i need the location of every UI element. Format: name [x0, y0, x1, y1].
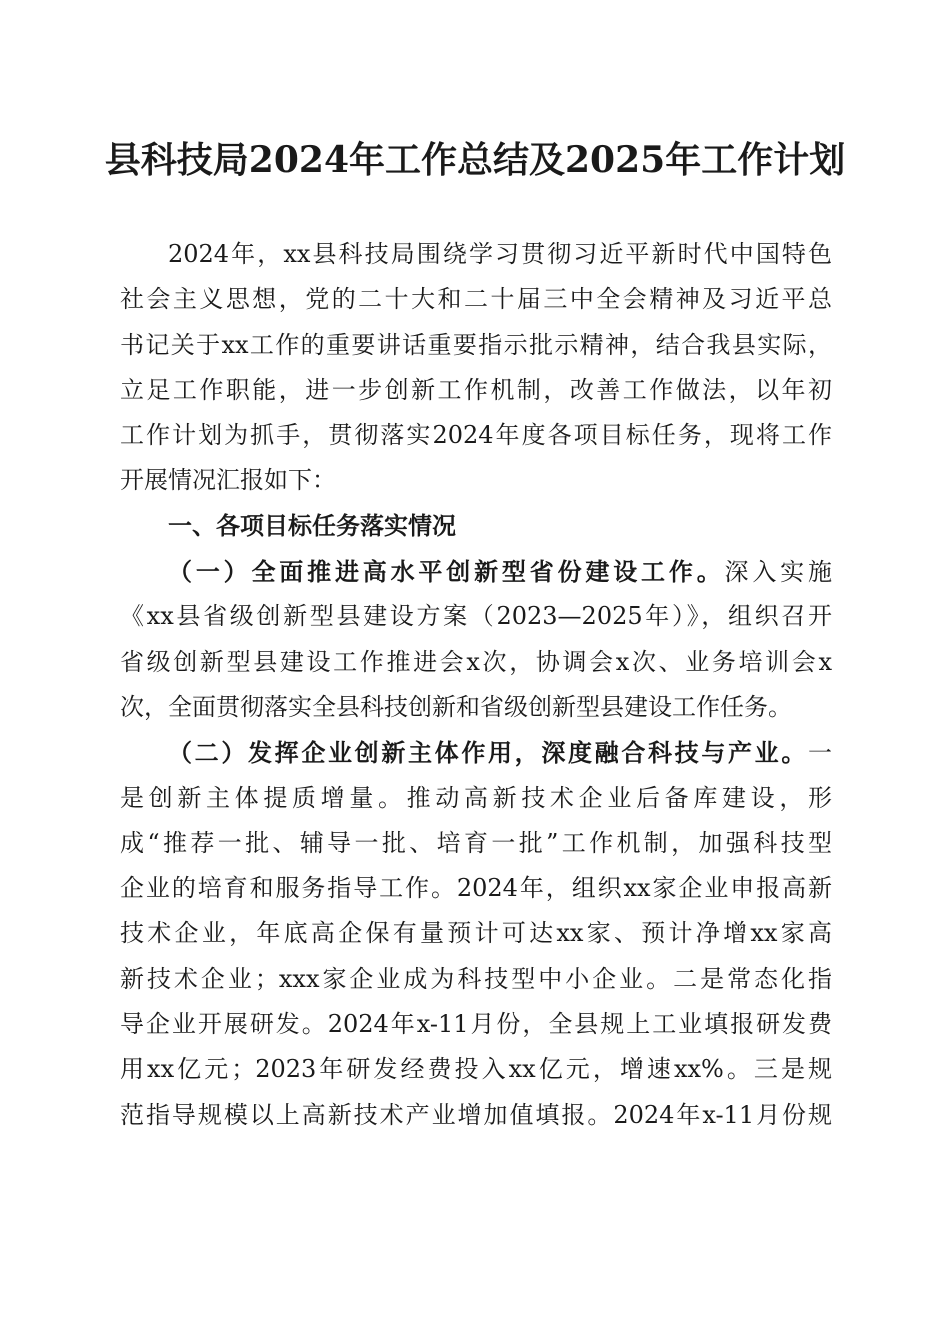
intro-line: 书记关于xx工作的重要讲话重要指示批示精神，结合我县实际，	[120, 330, 832, 359]
document-title: 县科技局2024年工作总结及2025年工作计划	[104, 139, 846, 181]
document-body	[120, 232, 832, 1138]
subsection-text: 深入实施	[724, 558, 832, 587]
paragraph-line: 省级创新型县建设工作推进会x次，协调会x次、业务培训会x	[120, 647, 832, 676]
paragraph-line: 用xx亿元；2023年研发经费投入xx亿元，增速xx%。三是规	[120, 1055, 832, 1084]
paragraph-line: 成“推荐一批、辅导一批、培育一批”工作机制，加强科技型	[120, 828, 832, 857]
intro-line: 立足工作职能，进一步创新工作机制，改善工作做法，以年初	[120, 375, 832, 404]
intro-line: 工作计划为抓手，贯彻落实2024年度各项目标任务，现将工作	[120, 421, 832, 450]
subsection-title: （一）全面推进高水平创新型省份建设工作。	[168, 557, 725, 587]
subsection-title: （二）发挥企业创新主体作用，深度融合科技与产业。	[168, 738, 808, 768]
subsection-text: 一	[808, 739, 832, 768]
paragraph-line: 范指导规模以上高新技术产业增加值填报。2024年x-11月份规	[120, 1100, 832, 1129]
paragraph-line: 《xx县省级创新型县建设方案（2023—2025年）》，组织召开	[120, 602, 832, 631]
intro-line: 社会主义思想，党的二十大和二十届三中全会精神及习近平总	[120, 285, 832, 314]
subsection-line	[120, 730, 832, 775]
paragraph-line: 新技术企业；xxx家企业成为科技型中小企业。二是常态化指	[120, 964, 832, 993]
intro-line: 开展情况汇报如下：	[120, 466, 336, 495]
paragraph-line: 企业的培育和服务指导工作。2024年，组织xx家企业申报高新	[120, 874, 832, 903]
section-heading: 一、各项目标任务落实情况	[168, 511, 456, 540]
paragraph-line: 次，全面贯彻落实全县科技创新和省级创新型县建设工作任务。	[120, 692, 792, 721]
paragraph-line: 技术企业，年底高企保有量预计可达xx家、预计净增xx家高	[120, 919, 832, 948]
intro-line: 2024年，xx县科技局围绕学习贯彻习近平新时代中国特色	[168, 240, 832, 268]
subsection-line	[120, 549, 832, 594]
paragraph-line: 是创新主体提质增量。推动高新技术企业后备库建设，形	[120, 783, 832, 812]
paragraph-line: 导企业开展研发。2024年x-11月份，全县规上工业填报研发费	[120, 1010, 832, 1039]
